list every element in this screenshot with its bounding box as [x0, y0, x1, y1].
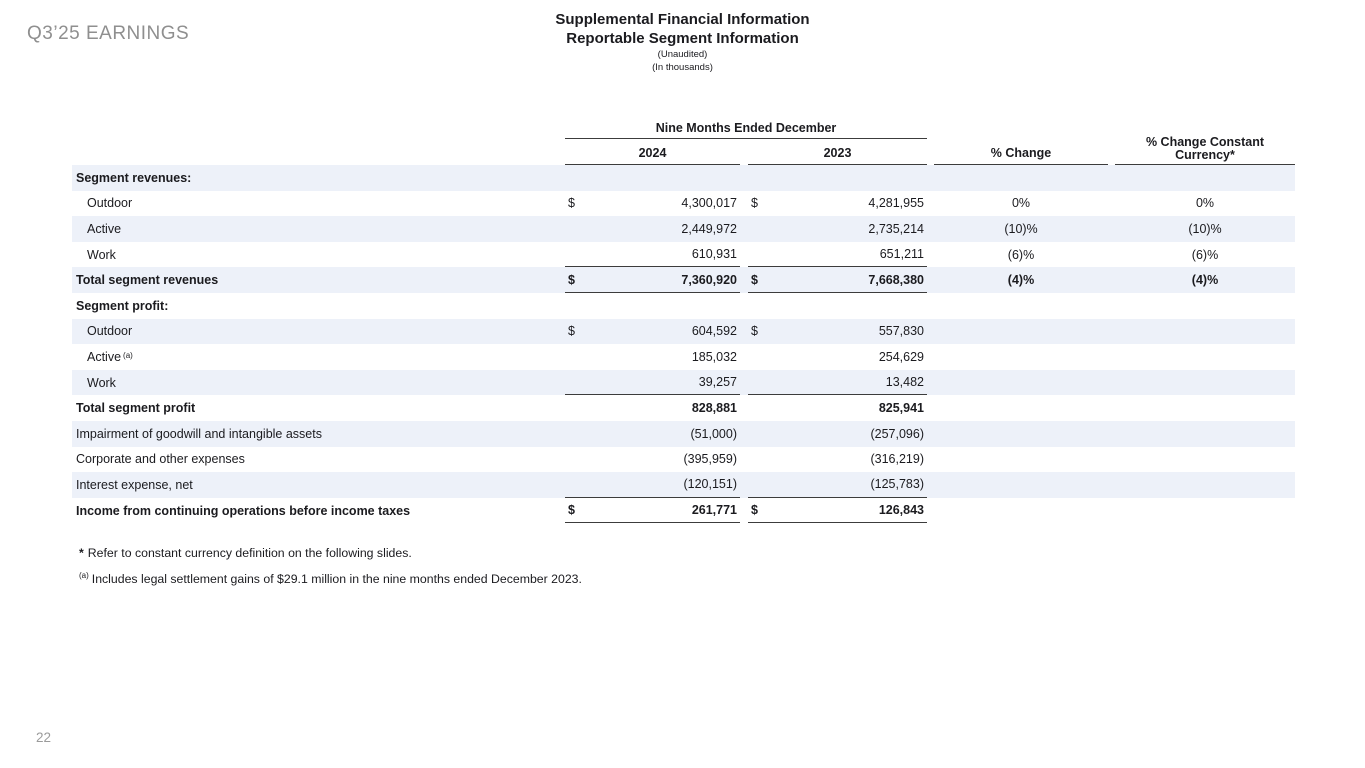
column-gap — [1108, 370, 1115, 396]
column-gap — [740, 242, 748, 268]
table-row-profit-active — [72, 344, 1295, 370]
segment-table — [72, 115, 1295, 523]
table-row-segment-profit-header — [72, 293, 1295, 319]
table-body — [72, 165, 1295, 523]
cell-2024 — [565, 472, 740, 498]
footnote-marker-star: * — [79, 546, 84, 560]
footnote-text: Includes legal settlement gains of $29.1 million in the nine months ended December 2023. — [91, 571, 582, 586]
row-label — [72, 370, 565, 396]
column-gap — [927, 216, 934, 242]
cell-2023 — [748, 242, 927, 268]
column-gap — [740, 191, 748, 217]
row-label — [72, 242, 565, 268]
cell-pct-change-cc — [1115, 498, 1295, 524]
dollar-sign: $ — [751, 324, 758, 339]
column-gap — [740, 421, 748, 447]
value-2024: (120,151) — [683, 477, 737, 492]
table-row-total-segment-revenues — [72, 267, 1295, 293]
row-label — [72, 395, 565, 421]
cell-2023 — [748, 370, 927, 396]
row-label-text: Outdoor — [87, 196, 133, 211]
cell-pct-change-cc — [1115, 165, 1295, 191]
column-header-2024: 2024 — [565, 139, 740, 165]
in-thousands-note: (In thousands) — [652, 62, 713, 73]
row-label — [72, 191, 565, 217]
dollar-sign: $ — [568, 503, 575, 518]
cell-pct-change-cc — [1115, 395, 1295, 421]
value-2024: 4,300,017 — [681, 196, 737, 211]
dollar-sign: $ — [751, 503, 758, 518]
row-label-text: Impairment of goodwill and intangible assets — [76, 426, 322, 441]
dollar-sign: $ — [568, 272, 575, 287]
cell-2023 — [748, 165, 927, 191]
column-gap — [740, 472, 748, 498]
value-2023: 557,830 — [878, 324, 924, 339]
cell-pct-change — [934, 344, 1108, 370]
cell-2024 — [565, 498, 740, 524]
cell-2024 — [565, 267, 740, 293]
row-label-text: Outdoor — [87, 324, 133, 339]
column-header-2023: 2023 — [748, 139, 927, 165]
cell-2023 — [748, 267, 927, 293]
column-gap — [1108, 344, 1115, 370]
dollar-sign: $ — [751, 272, 758, 287]
row-label-text: Work — [87, 247, 116, 262]
row-label — [72, 447, 565, 473]
cell-pct-change — [934, 447, 1108, 473]
cell-pct-change — [934, 370, 1108, 396]
column-gap — [927, 370, 934, 396]
column-gap — [740, 319, 748, 345]
table-row-total-segment-profit — [72, 395, 1295, 421]
column-gap — [927, 472, 934, 498]
column-gap — [740, 498, 748, 524]
row-label — [72, 421, 565, 447]
value-2023: (125,783) — [870, 477, 924, 492]
column-gap — [740, 344, 748, 370]
cell-pct-change-cc — [1115, 472, 1295, 498]
column-gap — [927, 319, 934, 345]
value-2024: 39,257 — [698, 375, 737, 390]
unaudited-note: (Unaudited) — [657, 49, 708, 60]
column-gap — [1108, 421, 1115, 447]
cell-pct-change: (6)% — [1007, 247, 1035, 262]
cell-2023 — [748, 191, 927, 217]
column-gap — [1108, 498, 1115, 524]
column-header-pct-change-constant-currency — [1115, 115, 1295, 165]
column-gap — [740, 447, 748, 473]
value-2023: 126,843 — [878, 503, 924, 518]
value-2024: 7,360,920 — [681, 272, 737, 287]
value-2023: (257,096) — [870, 426, 924, 441]
value-2023: 2,735,214 — [868, 221, 924, 236]
row-label — [72, 319, 565, 345]
column-gap — [927, 395, 934, 421]
value-2023: 7,668,380 — [868, 272, 924, 287]
page-number: 22 — [36, 730, 52, 745]
cell-2024 — [565, 395, 740, 421]
table-row-profit-work — [72, 370, 1295, 396]
cell-pct-change-cc — [1115, 293, 1295, 319]
column-gap — [1108, 242, 1115, 268]
footnote-constant-currency — [79, 543, 582, 565]
cell-pct-change — [934, 293, 1108, 319]
row-label-text: Corporate and other expenses — [76, 452, 245, 467]
column-gap — [1108, 293, 1115, 319]
cell-2023 — [748, 395, 927, 421]
slide-title-line1: Supplemental Financial Information — [555, 11, 810, 28]
column-gap — [927, 447, 934, 473]
cell-2024 — [565, 216, 740, 242]
table-row-revenue-work — [72, 242, 1295, 268]
value-2023: 254,629 — [878, 349, 924, 364]
column-gap — [740, 395, 748, 421]
dollar-sign: $ — [751, 196, 758, 211]
cell-2024 — [565, 447, 740, 473]
column-gap — [927, 267, 934, 293]
cell-pct-change: (10)% — [1004, 221, 1038, 236]
column-gap — [740, 216, 748, 242]
dollar-sign: $ — [568, 324, 575, 339]
column-gap — [740, 165, 748, 191]
value-2023: (316,219) — [870, 452, 924, 467]
cell-2024 — [565, 165, 740, 191]
cell-2024 — [565, 242, 740, 268]
table-row-profit-outdoor — [72, 319, 1295, 345]
cell-pct-change-cc — [1115, 421, 1295, 447]
table-row-interest-expense — [72, 472, 1295, 498]
cell-pct-change-cc: (4)% — [1191, 273, 1219, 288]
row-label — [72, 216, 565, 242]
row-label-text: Segment revenues: — [76, 170, 192, 185]
row-label-text: Segment profit: — [76, 298, 169, 313]
column-group-header: Nine Months Ended December — [565, 115, 927, 139]
row-label — [72, 165, 565, 191]
row-label — [72, 267, 565, 293]
row-label-text: Work — [87, 375, 116, 390]
cell-pct-change-cc: (6)% — [1191, 247, 1219, 262]
value-2023: 825,941 — [878, 401, 924, 416]
footnote-text: Refer to constant currency definition on the following slides. — [87, 546, 412, 560]
row-label — [72, 498, 565, 524]
column-gap — [927, 165, 934, 191]
column-gap — [1108, 165, 1115, 191]
cell-pct-change-cc: 0% — [1195, 196, 1215, 211]
column-gap — [1108, 447, 1115, 473]
slide-eyebrow: Q3’25 EARNINGS — [27, 23, 190, 44]
cell-pct-change — [934, 421, 1108, 447]
cell-2023 — [748, 344, 927, 370]
dollar-sign: $ — [568, 196, 575, 211]
row-label-text: Income from continuing operations before income taxes — [76, 503, 411, 518]
cell-2023 — [748, 293, 927, 319]
cell-2023 — [748, 447, 927, 473]
cell-2024 — [565, 293, 740, 319]
column-gap — [927, 242, 934, 268]
cell-pct-change-cc: (10)% — [1188, 221, 1222, 236]
column-gap — [927, 498, 934, 524]
cell-pct-change-cc — [1115, 370, 1295, 396]
cell-2024 — [565, 421, 740, 447]
column-header-pct-change: % Change — [934, 115, 1108, 165]
column-gap — [1108, 267, 1115, 293]
column-header-cc-text: % Change Constant Currency* — [1145, 135, 1265, 162]
table-row-revenue-active — [72, 216, 1295, 242]
column-gap — [927, 421, 934, 447]
column-gap — [927, 293, 934, 319]
column-gap — [927, 344, 934, 370]
row-label — [72, 344, 565, 370]
cell-pct-change — [934, 472, 1108, 498]
cell-pct-change-cc — [1115, 344, 1295, 370]
column-gap — [740, 267, 748, 293]
value-2024: (51,000) — [690, 426, 737, 441]
footnote-legal-settlement — [79, 565, 582, 591]
footnote-marker-a: (a) — [79, 570, 89, 580]
table-row-segment-revenues-header — [72, 165, 1295, 191]
cell-2023 — [748, 472, 927, 498]
column-gap — [1108, 319, 1115, 345]
value-2024: 261,771 — [691, 503, 737, 518]
column-gap — [1108, 395, 1115, 421]
value-2024: 2,449,972 — [681, 221, 737, 236]
row-label-text: Active — [87, 349, 122, 364]
column-gap — [1108, 216, 1115, 242]
table-row-corporate-expenses — [72, 447, 1295, 473]
value-2024: 828,881 — [691, 401, 737, 416]
cell-2023 — [748, 216, 927, 242]
cell-pct-change — [934, 395, 1108, 421]
column-gap — [1108, 191, 1115, 217]
row-label-text: Total segment revenues — [76, 273, 219, 288]
cell-pct-change — [934, 319, 1108, 345]
footnotes — [79, 543, 582, 590]
cell-2024 — [565, 191, 740, 217]
cell-2023 — [748, 319, 927, 345]
cell-pct-change-cc — [1115, 319, 1295, 345]
table-row-income-before-taxes — [72, 498, 1295, 524]
title-block — [0, 10, 1365, 74]
value-2024: 604,592 — [691, 324, 737, 339]
cell-2023 — [748, 498, 927, 524]
table-row-revenue-outdoor — [72, 191, 1295, 217]
cell-2024 — [565, 370, 740, 396]
value-2023: 651,211 — [879, 247, 924, 262]
column-gap — [740, 370, 748, 396]
table-header — [72, 115, 1295, 165]
row-label — [72, 293, 565, 319]
row-label-text: Total segment profit — [76, 401, 196, 416]
table-row-impairment — [72, 421, 1295, 447]
cell-2023 — [748, 421, 927, 447]
value-2023: 4,281,955 — [868, 196, 924, 211]
row-label — [72, 472, 565, 498]
cell-pct-change — [934, 165, 1108, 191]
cell-pct-change: 0% — [1011, 196, 1031, 211]
cell-pct-change — [934, 498, 1108, 524]
value-2024: 610,931 — [691, 247, 737, 262]
value-2024: 185,032 — [691, 349, 737, 364]
cell-pct-change-cc — [1115, 447, 1295, 473]
cell-2024 — [565, 344, 740, 370]
row-label-text: Interest expense, net — [76, 477, 193, 492]
cell-pct-change: (4)% — [1007, 273, 1035, 288]
footnote-ref-a: (a) — [123, 351, 133, 361]
column-gap — [740, 293, 748, 319]
value-2023: 13,482 — [885, 375, 924, 390]
column-gap — [927, 191, 934, 217]
slide-title-line2: Reportable Segment Information — [566, 30, 799, 47]
value-2024: (395,959) — [683, 452, 737, 467]
column-gap — [1108, 472, 1115, 498]
cell-2024 — [565, 319, 740, 345]
row-label-text: Active — [87, 221, 122, 236]
